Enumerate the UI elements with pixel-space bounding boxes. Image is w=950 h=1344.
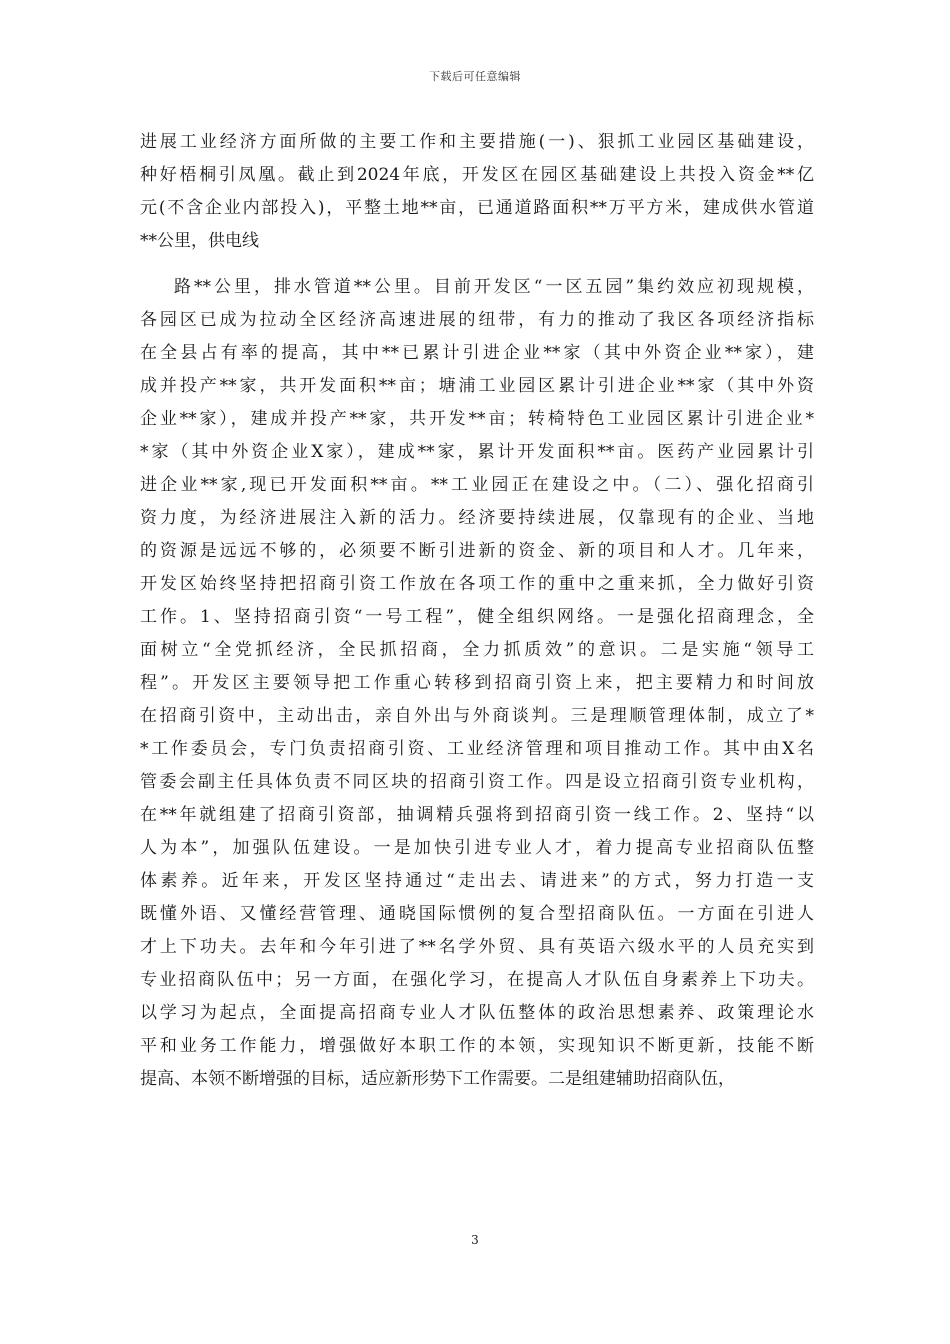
text-line: *工作委员会，专门负责招商引资、工业经济管理和项目推动工作。其中由X名: [140, 739, 814, 759]
text-line: 才上下功夫。去年和今年引进了**名学外贸、具有英语六级水平的人员充实到: [140, 937, 814, 957]
text-line: 平和业务工作能力，增强做好本职工作的本领，实现知识不断更新，技能不断: [140, 1036, 814, 1056]
text-line: 路**公里，排水管道**公里。目前开发区“一区五园”集约效应初现规模，: [174, 277, 814, 297]
text-line: 种好梧桐引凤凰。截止到2024年底，开发区在园区基础建设上共投入资金**亿: [140, 165, 814, 185]
text-line: 体素养。近年来，开发区坚持通过“走出去、请进来”的方式，努力打造一支: [140, 871, 814, 891]
text-line: 提高、本领不断增强的目标，适应新形势下工作需要。二是组建辅助招商队伍，: [140, 1069, 735, 1089]
text-line: 开发区始终坚持把招商引资工作放在各项工作的重中之重来抓，全力做好引资: [140, 574, 814, 594]
text-line: 资力度，为经济进展注入新的活力。经济要持续进展，仅靠现有的企业、当地: [140, 508, 814, 528]
text-line: 工作。1、坚持招商引资“一号工程”，健全组织网络。一是强化招商理念，全: [140, 607, 814, 627]
text-line: 专业招商队伍中；另一方面，在强化学习，在提高人才队伍自身素养上下功夫。: [140, 970, 814, 990]
text-line: 程”。开发区主要领导把工作重心转移到招商引资上来，把主要精力和时间放: [140, 673, 814, 693]
paragraph-1: [140, 126, 814, 258]
text-line: 在**年就组建了招商引资部，抽调精兵强将到招商引资一线工作。2、坚持“以: [140, 805, 814, 825]
text-line: 元(不含企业内部投入)，平整土地**亩，已通道路面积**万平方米，建成供水管道: [140, 198, 814, 218]
text-line: 在招商引资中，主动出击，亲自外出与外商谈判。三是理顺管理体制，成立了*: [140, 706, 814, 726]
paragraph-spacer: [140, 258, 814, 271]
text-line: 既懂外语、又懂经营管理、通晓国际惯例的复合型招商队伍。一方面在引进人: [140, 904, 814, 924]
text-line: 进展工业经济方面所做的主要工作和主要措施(一)、狠抓工业园区基础建设，: [140, 132, 814, 152]
text-line: 以学习为起点，全面提高招商专业人才队伍整体的政治思想素养、政策理论水: [140, 1003, 814, 1023]
document-body: [140, 126, 814, 1096]
text-line: 进企业**家,现已开发面积**亩。**工业园正在建设之中。（二）、强化招商引: [140, 475, 814, 495]
text-line: 成并投产**家，共开发面积**亩；塘浦工业园区累计引进企业**家（其中外资: [140, 376, 814, 396]
page-header: 下载后可任意编辑: [429, 70, 521, 83]
text-line: 管委会副主任具体负责不同区块的招商引资工作。四是设立招商引资专业机构，: [140, 772, 814, 792]
text-line: 企业**家），建成并投产**家，共开发**亩；转椅特色工业园区累计引进企业*: [140, 409, 814, 429]
text-line: 的资源是远远不够的，必须要不断引进新的资金、新的项目和人才。几年来，: [140, 541, 814, 561]
paragraph-2: [140, 271, 814, 1096]
text-line: *家（其中外资企业X家），建成**家，累计开发面积**亩。医药产业园累计引: [140, 442, 814, 462]
text-line: 人为本”，加强队伍建设。一是加快引进专业人才，着力提高专业招商队伍整: [140, 838, 814, 858]
text-line: 在全县占有率的提高，其中**已累计引进企业**家（其中外资企业**家），建: [140, 343, 814, 363]
text-line: **公里，供电线: [140, 231, 259, 251]
page-number: 3: [471, 1233, 479, 1247]
text-line: 各园区已成为拉动全区经济高速进展的纽带，有力的推动了我区各项经济指标: [140, 310, 814, 330]
text-line: 面树立“全党抓经济，全民抓招商，全力抓质效”的意识。二是实施“领导工: [140, 640, 814, 660]
